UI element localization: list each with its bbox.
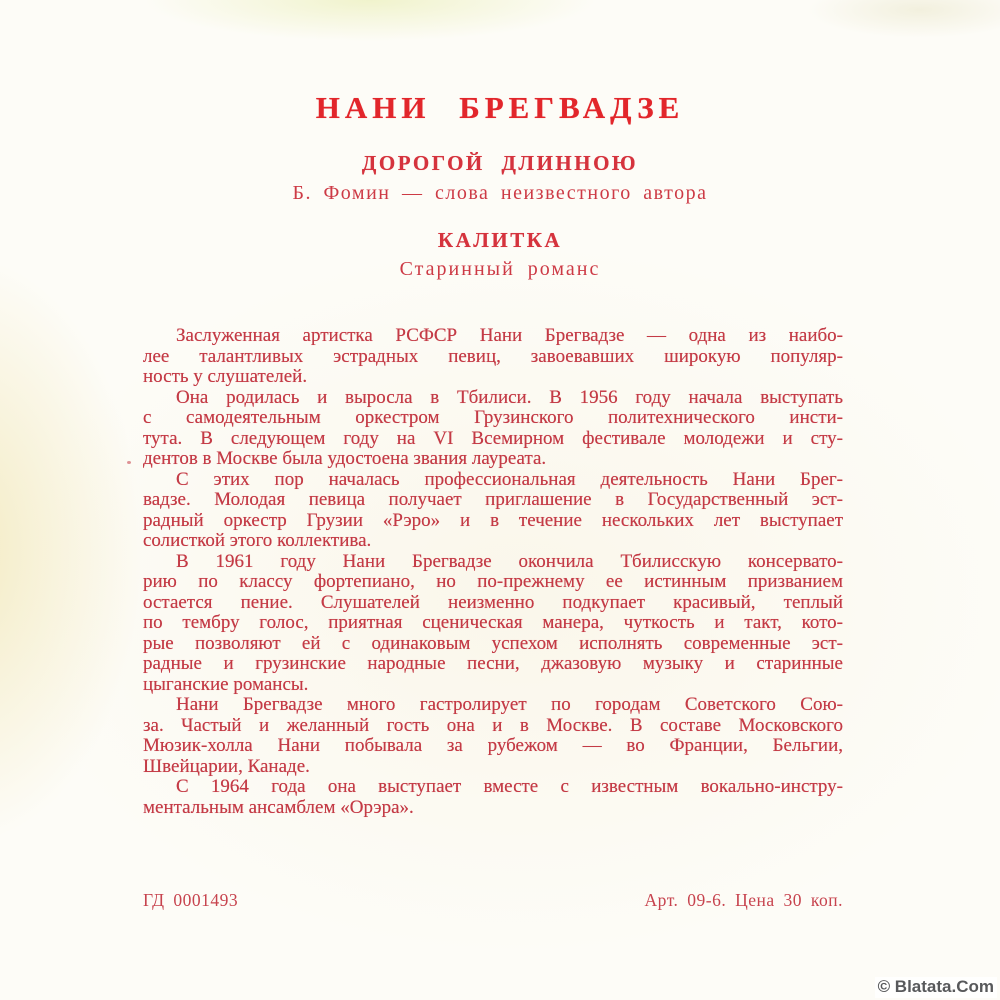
text-line: Швейцарии, Канаде. bbox=[143, 756, 310, 777]
text-line: остается пение. Слушателей неизменно подкупает красивый, теплый bbox=[143, 592, 843, 613]
text-line: рые позволяют ей с одинаковым успехом исполнять современные эст- bbox=[143, 633, 843, 654]
song1-credit: Б. Фомин — слова неизвестного автора bbox=[292, 182, 708, 204]
text-line: С 1964 года она выступает вместе с известным вокально-инстру- bbox=[176, 777, 843, 797]
text-line: вадзе. Молодая певица получает приглашение в Государственный эст- bbox=[143, 490, 843, 510]
text-line: солисткой этого коллектива. bbox=[143, 531, 372, 551]
text-line: В 1961 году Нани Брегвадзе окончила Тбилисскую консервато- bbox=[176, 551, 843, 572]
artist-name-title: НАНИ БРЕГВАДЗЕ bbox=[315, 90, 685, 125]
footer-row bbox=[143, 890, 843, 911]
paragraph bbox=[143, 326, 843, 388]
text-line: с самодеятельным оркестром Грузинского политехнического инсти- bbox=[143, 408, 843, 428]
text-line: рию по классу фортепиано, но по-прежнему ее истинным призванием bbox=[143, 572, 843, 592]
text-line: С этих пор началась профессиональная деятельность Нани Брег- bbox=[176, 469, 843, 490]
liner-notes bbox=[143, 326, 843, 818]
text-line: ность у слушателей. bbox=[143, 367, 308, 387]
text-line: цыганские романсы. bbox=[143, 674, 309, 695]
text-line: радные и грузинские народные песни, джазовую музыку и старинные bbox=[143, 654, 843, 674]
watermark: © Blatata.Com bbox=[875, 977, 997, 998]
song2-title: КАЛИТКА bbox=[437, 228, 563, 252]
text-line: Нани Брегвадзе много гастролирует по городам Советского Сою- bbox=[176, 695, 843, 715]
catalog-number: ГД 0001493 bbox=[143, 890, 239, 910]
article-price: Арт. 09-6. Цена 30 коп. bbox=[644, 890, 843, 910]
text-line: лее талантливых эстрадных певиц, завоевавших широкую популяр- bbox=[143, 346, 843, 367]
text-line: по тембру голос, приятная сценическая манера, чуткость и такт, кото- bbox=[143, 613, 843, 633]
song1-title: ДОРОГОЙ ДЛИННОЮ bbox=[361, 151, 639, 175]
paragraph bbox=[143, 777, 843, 818]
text-line: Мюзик-холла Нани побывала за рубежом — во Франции, Бельгии, bbox=[143, 736, 843, 756]
song2-subtitle: Старинный романс bbox=[399, 258, 601, 280]
paragraph bbox=[143, 552, 843, 696]
paper-speck bbox=[127, 461, 131, 464]
paragraph bbox=[143, 388, 843, 470]
paragraph bbox=[143, 470, 843, 552]
text-line: радный оркестр Грузии «Рэро» и в течение нескольких лет выступает bbox=[143, 510, 843, 531]
text-line: Заслуженная артистка РСФСР Нани Брегвадзе — одна из наибо- bbox=[176, 326, 843, 346]
text-line: дентов в Москве была удостоена звания лауреата. bbox=[143, 449, 547, 469]
text-line: ментальным ансамблем «Орэра». bbox=[143, 797, 414, 818]
text-line: тута. В следующем году на VI Всемирном фестивале молодежи и сту- bbox=[143, 428, 843, 449]
text-line: за. Частый и желанный гость она и в Москве. В составе Московского bbox=[143, 715, 843, 736]
text-line: Она родилась и выросла в Тбилиси. В 1956 году начала выступать bbox=[176, 387, 843, 408]
paragraph bbox=[143, 695, 843, 777]
